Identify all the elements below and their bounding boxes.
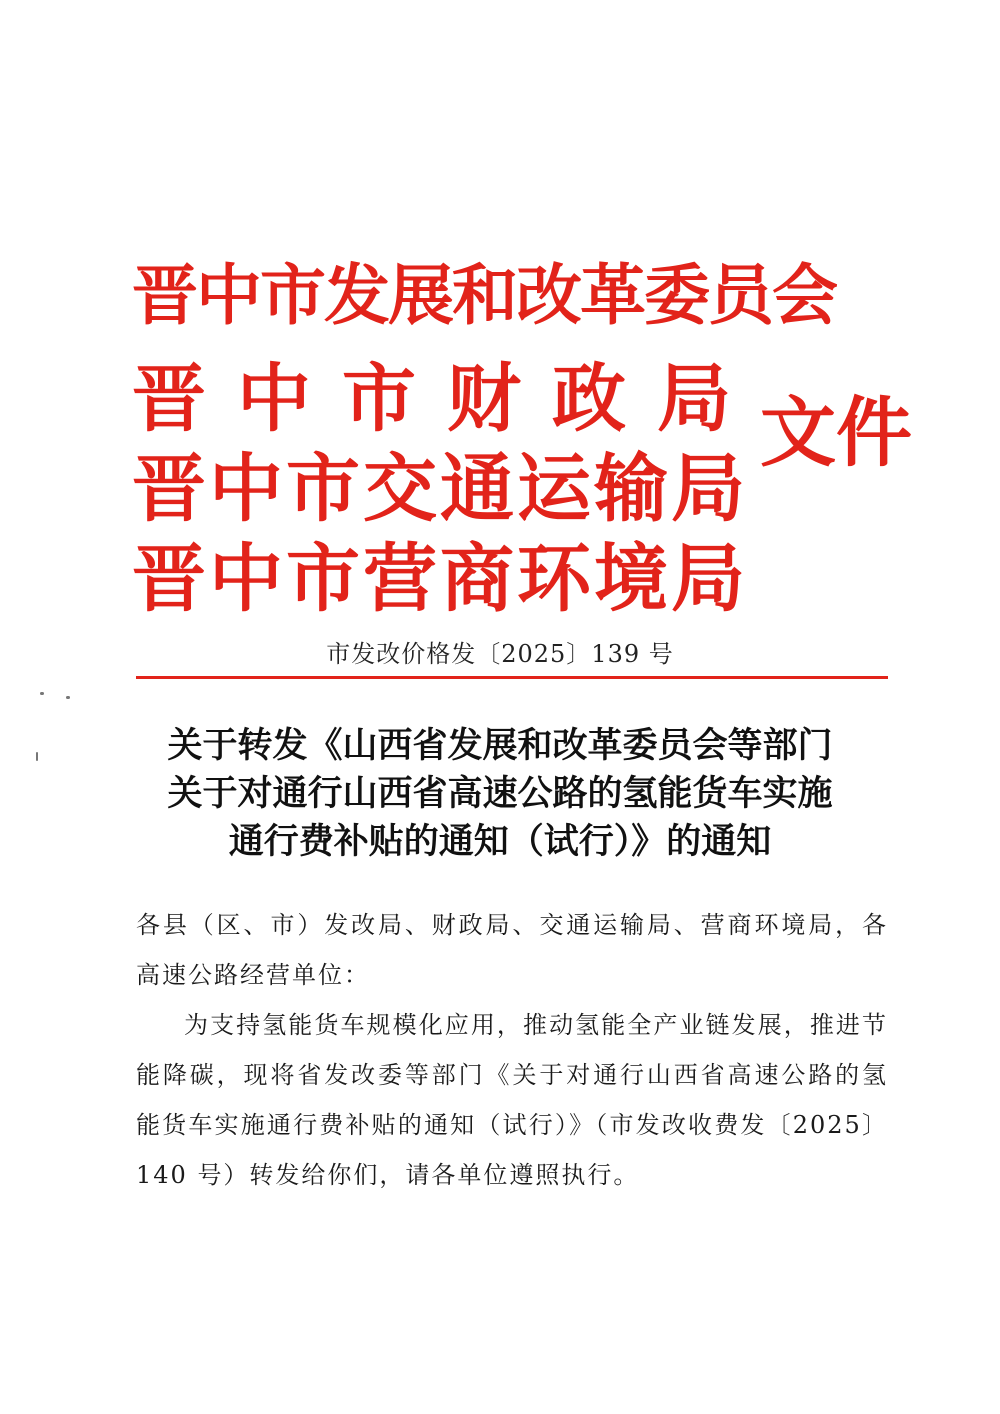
- document-title: [100, 722, 900, 866]
- issuer-transport-bureau: 晋中市交通运输局: [132, 446, 748, 532]
- issuer-finance-bureau: 晋中市财政局: [132, 356, 762, 442]
- issuer-business-environment-bureau: 晋中市营商环境局: [132, 536, 748, 622]
- letterhead-red-rule: [136, 676, 888, 679]
- title-line: 关于转发《山西省发展和改革委员会等部门: [167, 725, 833, 766]
- scan-mark: [66, 696, 70, 699]
- scan-mark: [40, 692, 44, 695]
- title-line: 通行费补贴的通知（试行）》的通知: [228, 821, 772, 862]
- scan-mark: [36, 752, 38, 761]
- title-line: 关于对通行山西省高速公路的氢能货车实施: [167, 773, 833, 814]
- issuer-development-reform-commission: 晋中市发展和改革委员会: [132, 256, 836, 334]
- salutation: 各县（区、市）发改局、财政局、交通运输局、营商环境局，各高速公路经营单位：: [136, 911, 888, 989]
- letterhead-suffix: 文件: [760, 388, 912, 477]
- body-paragraph: 为支持氢能货车规模化应用，推动氢能全产业链发展，推进节能降碳，现将省发改委等部门《关于对通行山西省高速公路的氢能货车实施通行费补贴的通知（试行）》（市发改收费发〔2025〕140 号）转发给你们，请各单位遵照执行。: [136, 1011, 888, 1189]
- document-body: [136, 900, 888, 1200]
- document-number: 市发改价格发〔2025〕139 号: [326, 640, 674, 668]
